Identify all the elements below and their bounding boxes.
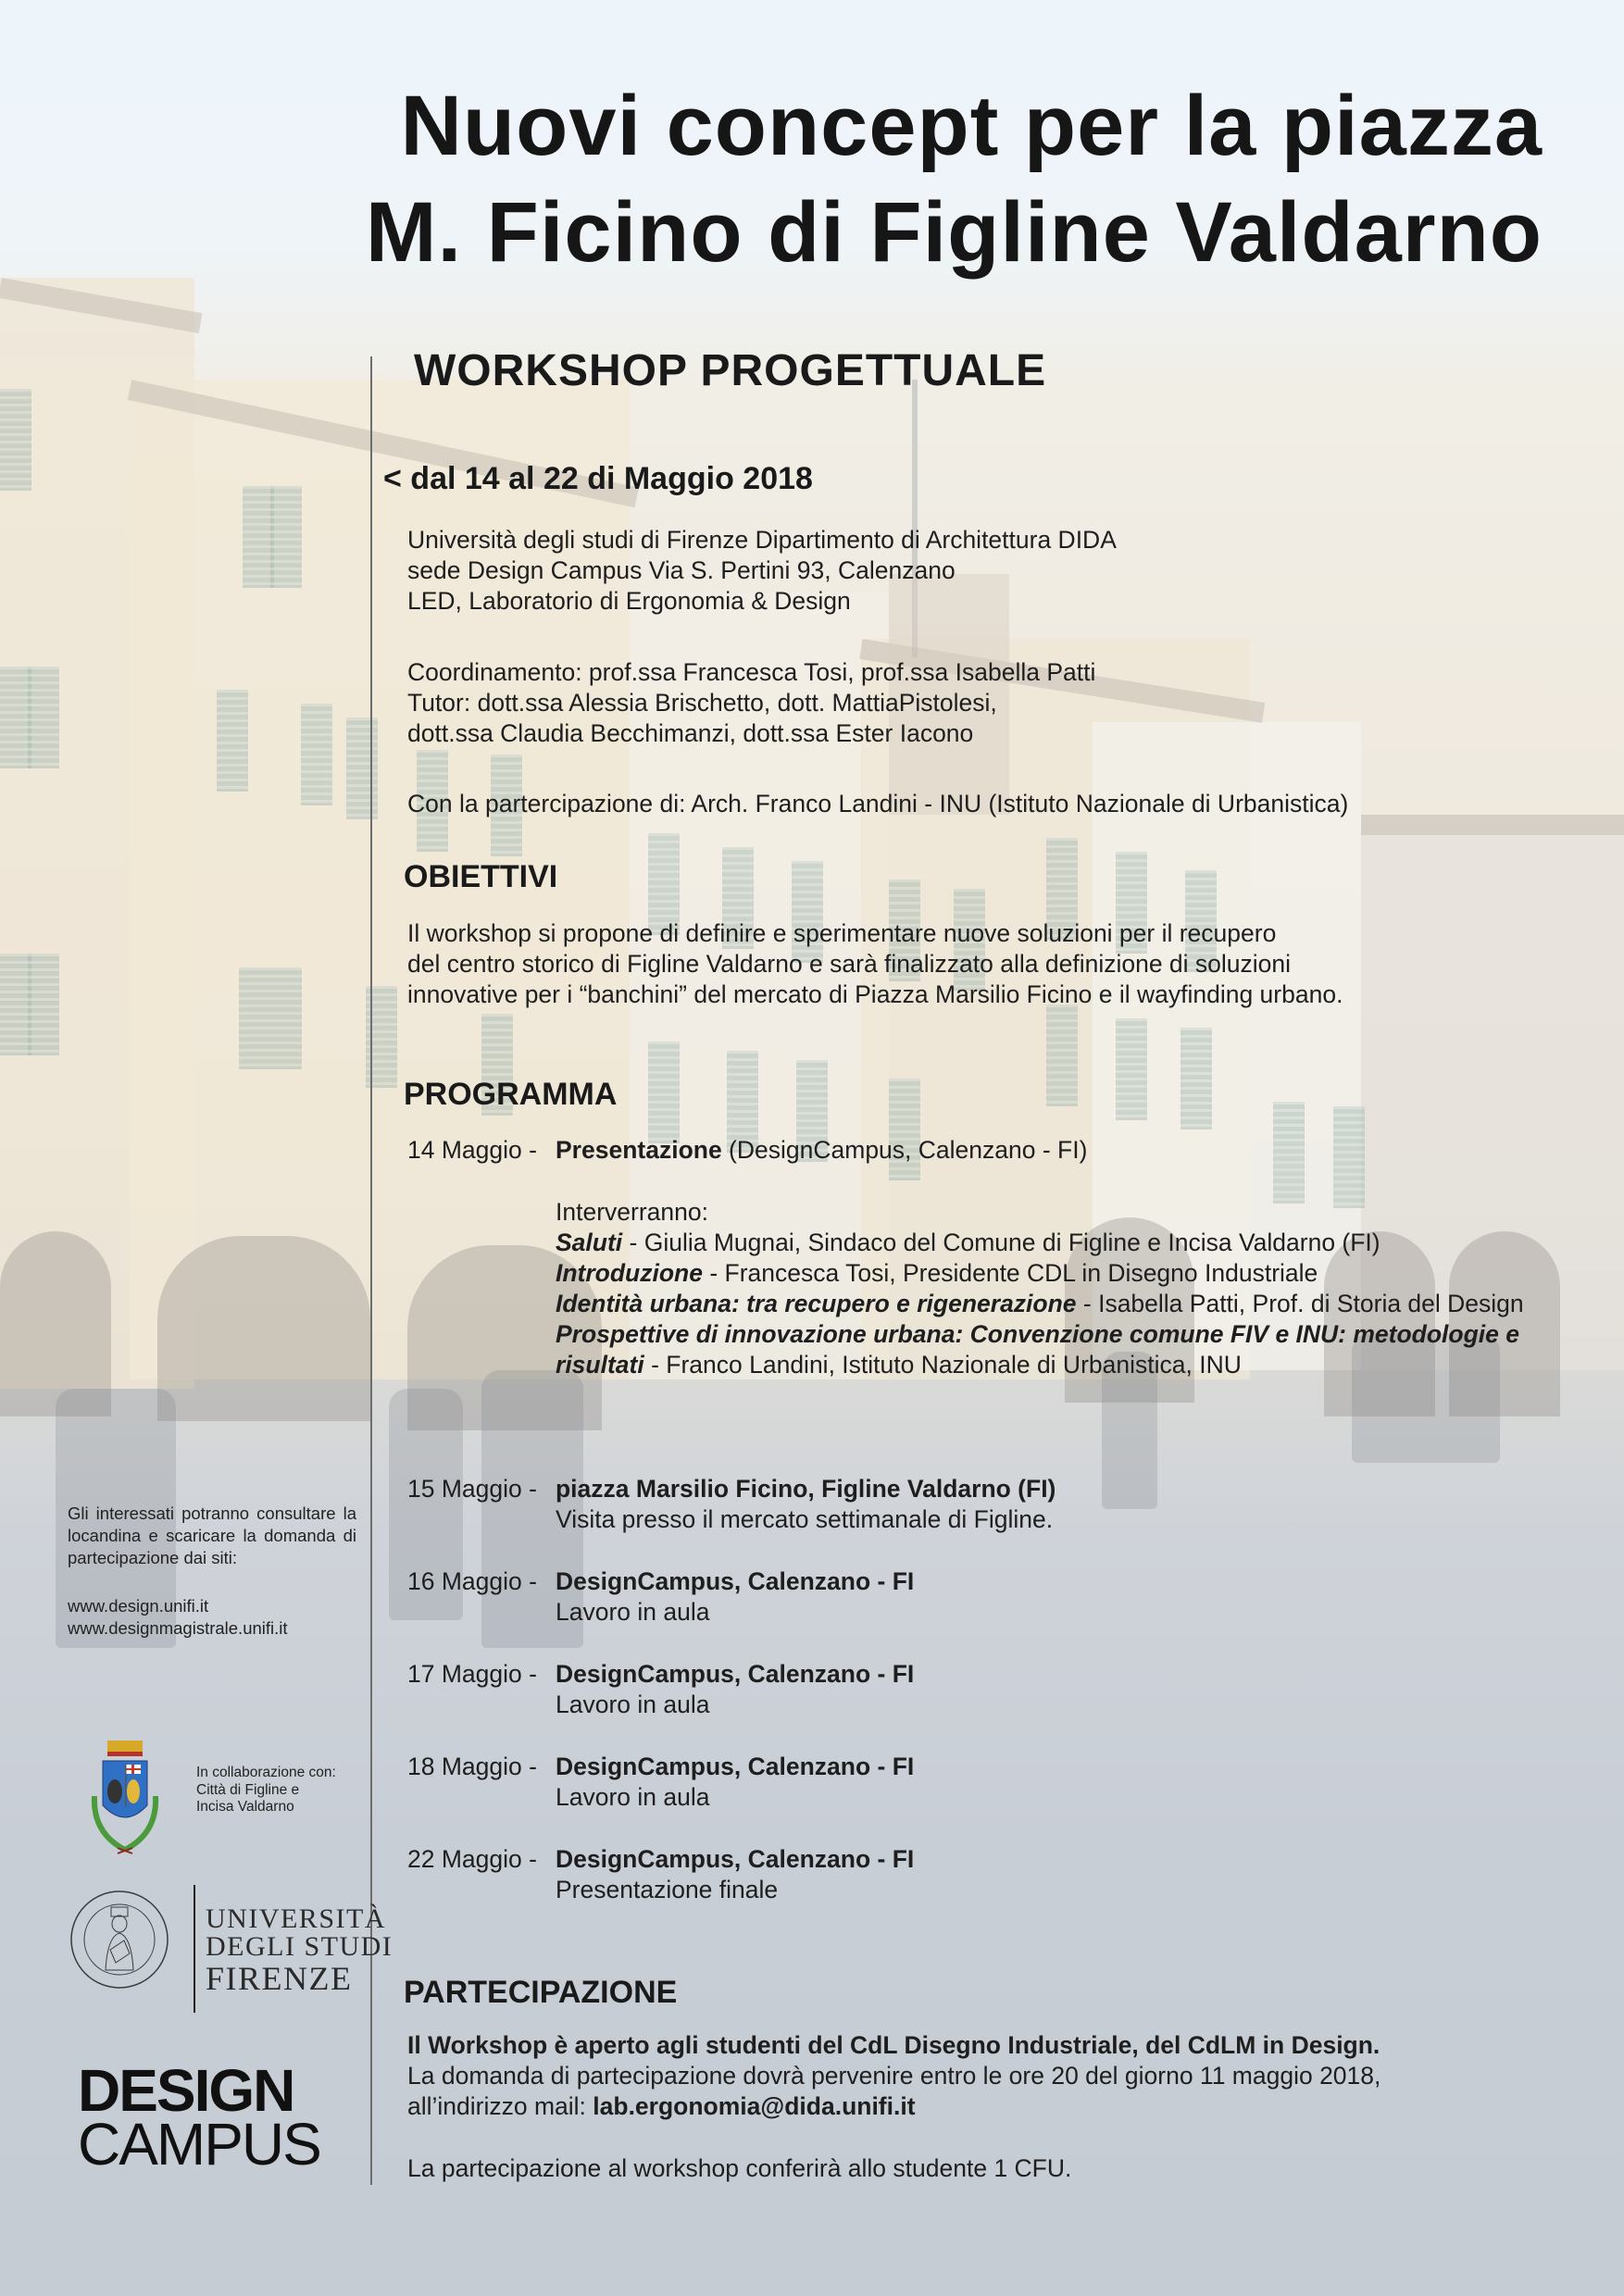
organizer-line: Università degli studi di Firenze Dipartimento di Architettura DIDA [407, 526, 1117, 554]
sidebar-info: Gli interessati potranno consultare la locandina e scaricare la domanda di partecipazione dai siti: [68, 1504, 356, 1567]
link-design-unifi[interactable]: www.design.unifi.it [68, 1596, 209, 1616]
participation-eligibility: Il Workshop è aperto agli studenti del CdL Disegno Industriale, del CdLM in Design. [407, 2031, 1380, 2059]
programme-day-17: 17 Maggio - DesignCampus, Calenzano - FI [407, 1660, 915, 1688]
workshop-heading: WORKSHOP PROGETTUALE [414, 346, 1047, 395]
link-designmagistrale-unifi[interactable]: www.designmagistrale.unifi.it [68, 1618, 288, 1638]
day-date: 14 Maggio - [407, 1136, 537, 1164]
programme-day-15: 15 Maggio - piazza Marsilio Ficino, Figline Valdarno (FI) [407, 1475, 1056, 1503]
programme-heading: PROGRAMMA [404, 1077, 618, 1112]
day-activity: Lavoro in aula [556, 1598, 710, 1626]
tutors-line1: Tutor: dott.ssa Alessia Brischetto, dott. MattiaPistolesi, [407, 689, 997, 717]
design-campus-logo: DESIGN CAMPUS [78, 2057, 320, 2177]
day-place-note: (DesignCampus, Calenzano - FI) [721, 1136, 1088, 1164]
date-range: < dal 14 al 22 di Maggio 2018 [383, 461, 813, 496]
objectives-line: Il workshop si propone di definire e sperimentare nuove soluzioni per il recupero [407, 919, 1277, 947]
programme-day-18: 18 Maggio - DesignCampus, Calenzano - FI [407, 1753, 915, 1780]
sidebar-links [68, 1595, 288, 1640]
email-link[interactable]: lab.ergonomia@dida.unifi.it [593, 2092, 916, 2120]
day-activity: Lavoro in aula [556, 1691, 710, 1718]
poster-title-line2: M. Ficino di Figline Valdarno [365, 185, 1543, 280]
participation-email-line: all’indirizzo mail: lab.ergonomia@dida.unifi.it [407, 2092, 916, 2120]
speakers-list [556, 1197, 1537, 1380]
programme-day-22: 22 Maggio - DesignCampus, Calenzano - FI [407, 1845, 915, 1873]
coordination: Coordinamento: prof.ssa Francesca Tosi, prof.ssa Isabella Patti [407, 658, 1096, 686]
objectives-line: del centro storico di Figline Valdarno e sarà finalizzato alla definizione di soluzioni [407, 950, 1292, 978]
programme-day-16: 16 Maggio - DesignCampus, Calenzano - FI [407, 1567, 915, 1595]
organizer-line: sede Design Campus Via S. Pertini 93, Calenzano [407, 556, 956, 584]
speakers-intro: Interverranno: [556, 1198, 708, 1226]
programme-day-14 [407, 1135, 1087, 1166]
objectives-line: innovative per i “banchini” del mercato di Piazza Marsilio Ficino e il wayfinding urbano. [407, 980, 1343, 1008]
figline-crest-icon [85, 1741, 165, 1859]
participation-credits: La partecipazione al workshop conferirà allo studente 1 CFU. [407, 2154, 1072, 2182]
unifi-divider [194, 1885, 195, 2013]
participation-deadline: La domanda di partecipazione dovrà pervenire entro le ore 20 del giorno 11 maggio 2018, [407, 2062, 1381, 2090]
participation-heading: PARTECIPAZIONE [404, 1975, 678, 2010]
day-activity: Lavoro in aula [556, 1783, 710, 1811]
tutors-line2: dott.ssa Claudia Becchimanzi, dott.ssa Ester Iacono [407, 719, 974, 747]
speaker-item: Identità urbana: tra recupero e rigenerazione - Isabella Patti, Prof. di Storia del Design [556, 1290, 1524, 1317]
speaker-item: Saluti - Giulia Mugnai, Sindaco del Comune di Figline e Incisa Valdarno (FI) [556, 1229, 1380, 1256]
unifi-logo-text: UNIVERSITÀ DEGLI STUDI FIRENZE [206, 1903, 394, 1997]
day-activity: Presentazione finale [556, 1876, 779, 1903]
collaboration-text: In collaborazione con: Città di Figline e Incisa Valdarno [196, 1765, 336, 1815]
participation-guest: Con la partercipazione di: Arch. Franco Landini - INU (Istituto Nazionale di Urbanistica) [407, 790, 1349, 817]
objectives-heading: OBIETTIVI [404, 859, 558, 894]
day-place: Presentazione [556, 1136, 722, 1164]
unifi-seal-icon [69, 1889, 170, 1990]
speaker-item: Introduzione - Francesca Tosi, Presidente CDL in Disegno Industriale [556, 1259, 1318, 1287]
day-activity: Visita presso il mercato settimanale di Figline. [556, 1505, 1054, 1533]
speaker-item: Prospettive di innovazione urbana: Convenzione comune FIV e INU: metodologie e risultati - Franco Landini, Istituto Nazionale di Urbanistica, INU [556, 1320, 1519, 1379]
organizer-line: LED, Laboratorio di Ergonomia & Design [407, 587, 851, 615]
poster-title-line1: Nuovi concept per la piazza [400, 79, 1543, 173]
